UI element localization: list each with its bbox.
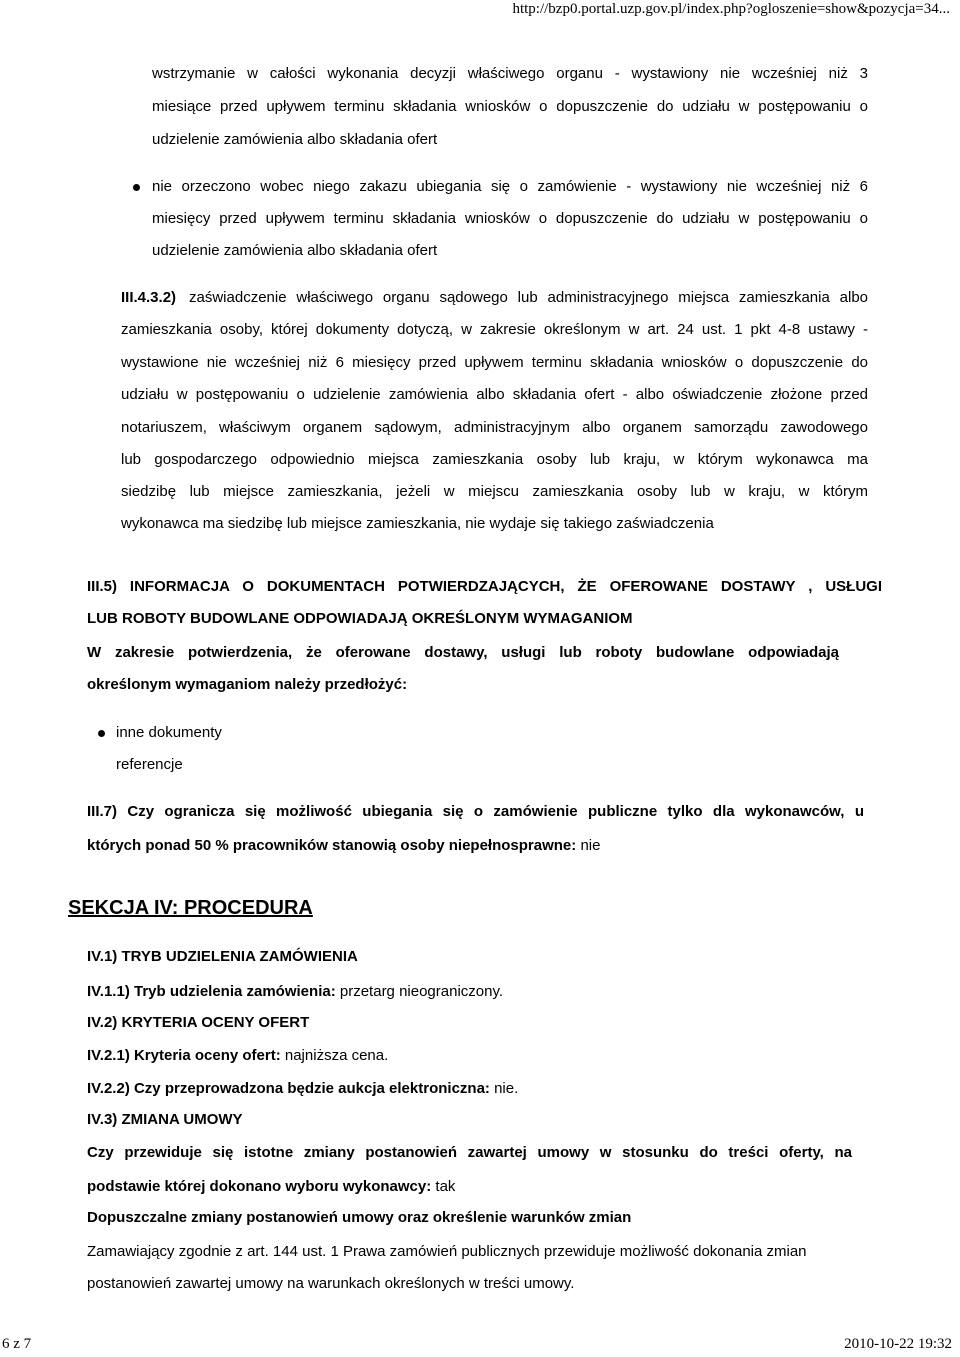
section-iv-title: SEKCJA IV: PROCEDURA	[68, 897, 313, 919]
bullet2-line-3: udzielenie zamówienia albo składania ofert	[152, 242, 438, 259]
iv21-label: IV.2.1) Kryteria oceny ofert:	[87, 1047, 281, 1064]
bullet-icon	[98, 730, 105, 737]
bullet-icon	[133, 184, 140, 191]
section-432-line-6: lub gospodarczego odpowiednio miejsca zamieszkania osoby lub kraju, w którym wykonawca ma	[121, 451, 868, 468]
section-432-line-1: zaświadczenie właściwego organu sądowego lub administracyjnego miejsca zamieszkania albo	[189, 289, 868, 306]
iii5-bullet-sub: referencje	[116, 756, 183, 773]
iv2-heading: IV.2) KRYTERIA OCENY OFERT	[87, 1014, 310, 1031]
section-432-line-8: wykonawca ma siedzibę lub miejsce zamieszkania, nie wydaje się takiego zaświadczenia	[121, 515, 714, 532]
section-432-label: III.4.3.2)	[121, 289, 177, 306]
section-432-line-4: udziału w postępowaniu o udzielenie zamówienia albo składania ofert - albo oświadczenie złożone przed	[121, 386, 868, 403]
top-text-line-3: udzielenie zamówienia albo składania ofert	[152, 131, 438, 148]
iv3-question-line-1: Czy przewiduje się istotne zmiany postanowień zawartej umowy w stosunku do treści oferty, na	[87, 1144, 852, 1161]
bullet2-line-2: miesięcy przed upływem terminu składania wniosków o dopuszczenie do udziału w postępowaniu o	[152, 210, 868, 227]
iv21-value: najniższa cena.	[284, 1047, 389, 1064]
bullet2-line-1: nie orzeczono wobec niego zakazu ubiegania się o zamówienie - wystawiony nie wcześniej niż 6	[152, 178, 868, 195]
section-432-line-7: siedzibę lub miejsce zamieszkania, jeżeli w miejscu zamieszkania osoby lub w kraju, w którym	[121, 483, 868, 500]
iv3-question-value: tak	[435, 1178, 456, 1195]
print-timestamp: 2010-10-22 19:32	[844, 1336, 952, 1352]
top-text-line-2: miesiące przed upływem terminu składania wniosków o dopuszczenie do udziału w postępowaniu o	[152, 98, 868, 115]
iv22-label: IV.2.2) Czy przeprowadzona będzie aukcja elektroniczna:	[87, 1080, 490, 1097]
page-url: http://bzp0.portal.uzp.gov.pl/index.php?ogloszenie=show&pozycja=34...	[512, 1, 950, 17]
section-iii7-question: których ponad 50 % pracowników stanowią osoby niepełnosprawne:	[87, 837, 577, 854]
iii5-bullet-item: inne dokumenty	[116, 724, 222, 741]
section-432-line-3: wystawione nie wcześniej niż 6 miesięcy przed upływem terminu składania wniosków o dopuszczenie do	[121, 354, 868, 371]
top-text-line-1: wstrzymanie w całości wykonania decyzji właściwego organu - wystawiony nie wcześniej niż 3	[152, 65, 868, 82]
iv11-value: przetarg nieograniczony.	[339, 983, 504, 1000]
page-number: 6 z 7	[2, 1336, 32, 1352]
section-iii5-heading-1: III.5) INFORMACJA O DOKUMENTACH POTWIERDZAJĄCYCH, ŻE OFEROWANE DOSTAWY , USŁUGI	[87, 578, 882, 595]
section-iii7-line-1: III.7) Czy ogranicza się możliwość ubiegania się o zamówienie publiczne tylko dla wykonawców, u	[87, 803, 864, 820]
section-iii5-sub-2: określonym wymaganiom należy przedłożyć:	[87, 676, 408, 693]
iv11-label: IV.1.1) Tryb udzielenia zamówienia:	[87, 983, 336, 1000]
iv1-heading: IV.1) TRYB UDZIELENIA ZAMÓWIENIA	[87, 948, 358, 965]
section-432-line-5: notariuszem, właściwym organem sądowym, administracyjnym albo organem samorządu zawodowego	[121, 419, 868, 436]
iv3-text-line-2: postanowień zawartej umowy na warunkach określonych w treści umowy.	[87, 1275, 575, 1292]
section-iii5-heading-2: LUB ROBOTY BUDOWLANE ODPOWIADAJĄ OKREŚLONYM WYMAGANIOM	[87, 610, 633, 627]
iv3-dopuszczalne-heading: Dopuszczalne zmiany postanowień umowy oraz określenie warunków zmian	[87, 1209, 632, 1226]
iv22-value: nie.	[494, 1080, 519, 1097]
iv3-question-line-2: podstawie której dokonano wyboru wykonawcy:	[87, 1178, 432, 1195]
section-432-line-2: zamieszkania osoby, której dokumenty dotyczą, w zakresie określonym w art. 24 ust. 1 pkt 4-8 ustawy -	[121, 321, 868, 338]
section-iii5-sub-1: W zakresie potwierdzenia, że oferowane dostawy, usługi lub roboty budowlane odpowiadają	[87, 644, 839, 661]
iv3-text-line-1: Zamawiający zgodnie z art. 144 ust. 1 Prawa zamówień publicznych przewiduje możliwość dokonania zmian	[87, 1243, 807, 1260]
iv3-heading: IV.3) ZMIANA UMOWY	[87, 1111, 243, 1128]
section-iii7-answer: nie	[580, 837, 601, 854]
